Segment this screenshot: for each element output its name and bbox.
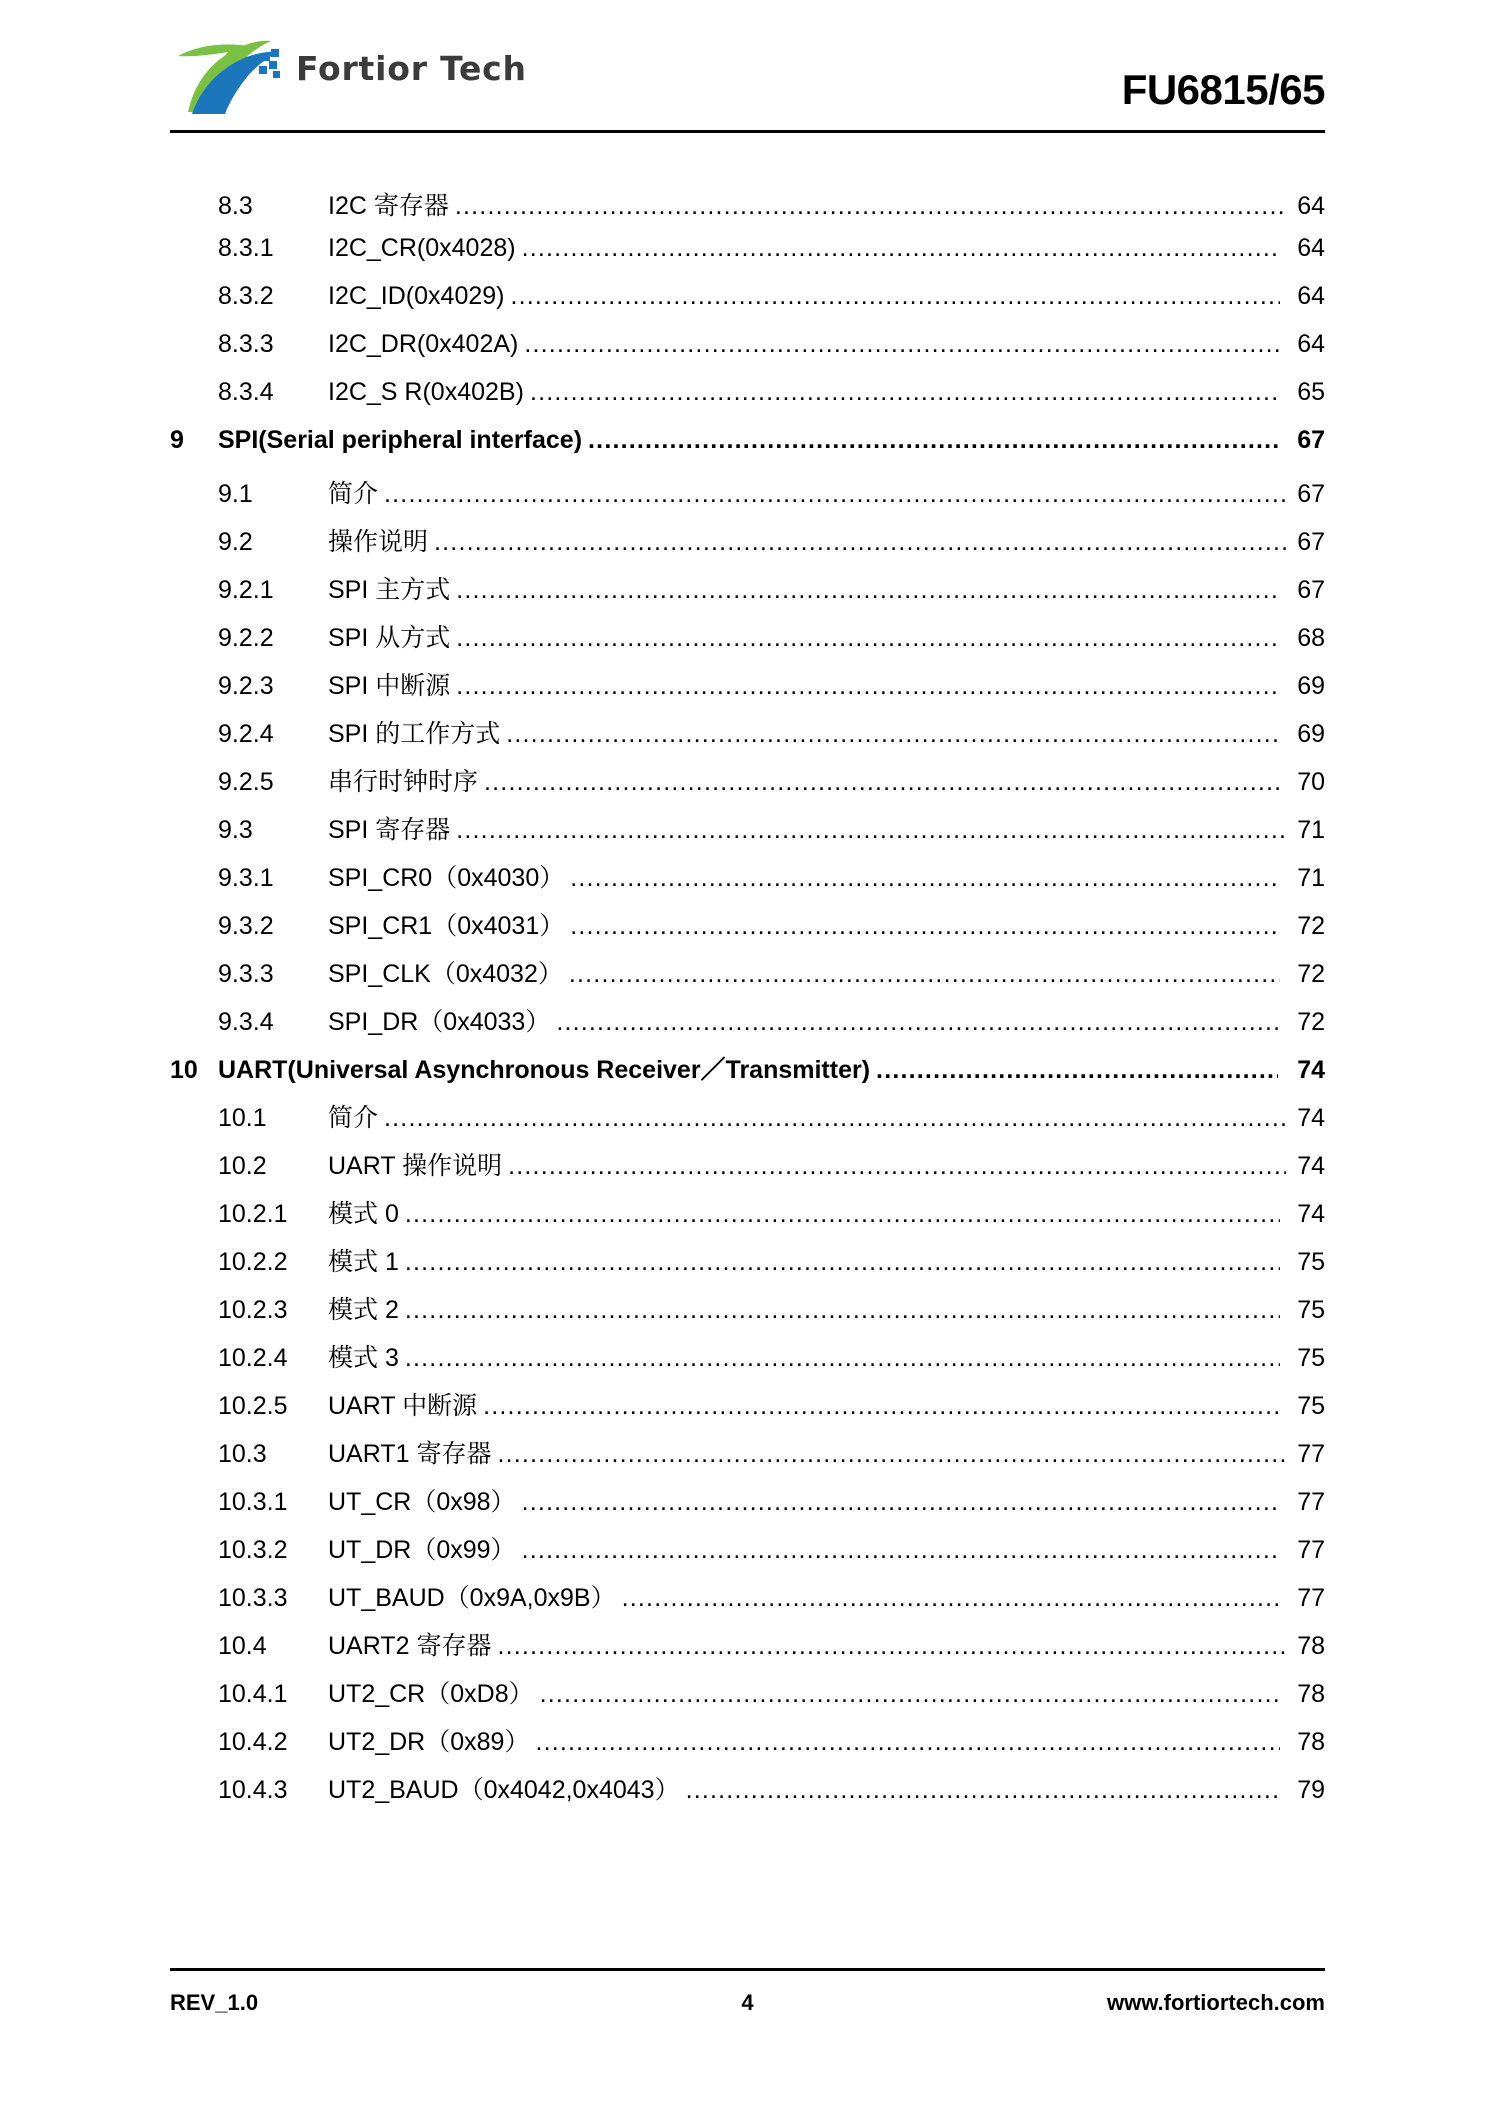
toc-entry-page: 75 [1297, 1296, 1325, 1324]
toc-entry[interactable] [170, 1674, 1325, 1722]
toc-entry-title: I2C_CR(0x4028) [328, 234, 516, 262]
toc-entry-number: 10.3.2 [218, 1536, 288, 1564]
toc-entry-page: 67 [1297, 576, 1325, 604]
toc-leader-dots [384, 482, 1286, 507]
toc-entry-page: 74 [1297, 1200, 1325, 1228]
toc-entry-page: 77 [1297, 1440, 1325, 1468]
toc-entry[interactable] [170, 1242, 1325, 1290]
toc-entry-title: UART(Universal Asynchronous Receiver／Transmitter) [218, 1056, 871, 1084]
toc-entry-title: 模式 2 [328, 1296, 399, 1324]
toc-entry-title: 简介 [328, 480, 379, 508]
toc-entry-page: 71 [1297, 864, 1325, 892]
toc-leader-dots [622, 1586, 1280, 1611]
toc-entry-title: 串行时钟时序 [328, 768, 479, 796]
toc-entry-title: I2C_ID(0x4029) [328, 282, 505, 310]
toc-entry-page: 75 [1297, 1344, 1325, 1372]
toc-leader-dots [522, 1538, 1280, 1563]
toc-entry[interactable] [170, 762, 1325, 810]
toc-entry[interactable] [170, 282, 1325, 330]
document-title: FU6815/65 [1121, 66, 1325, 113]
page-header [170, 18, 1325, 118]
toc-entry-number: 8.3.3 [218, 330, 274, 358]
toc-leader-dots [588, 428, 1278, 453]
toc-entry-title: UART1 寄存器 [328, 1440, 492, 1468]
toc-entry-number: 9.2 [218, 528, 253, 556]
toc-entry[interactable] [170, 1722, 1325, 1770]
toc-entry-number: 8.3.1 [218, 234, 274, 262]
brand-logo [170, 22, 527, 114]
toc-entry-title: SPI 从方式 [328, 624, 451, 652]
toc-entry[interactable] [170, 378, 1325, 426]
toc-entry-title: I2C_DR(0x402A) [328, 330, 519, 358]
toc-entry-page: 79 [1297, 1776, 1325, 1804]
toc-entry-number: 9.2.1 [218, 576, 274, 604]
toc-entry-title: 模式 1 [328, 1248, 399, 1276]
toc-leader-dots [434, 530, 1286, 555]
toc-entry-page: 64 [1297, 234, 1325, 262]
toc-entry[interactable] [170, 1146, 1325, 1194]
toc-entry-page: 74 [1297, 1056, 1325, 1084]
toc-entry-number: 8.3 [218, 192, 253, 220]
toc-entry-number: 9.3.4 [218, 1008, 274, 1036]
toc-leader-dots [508, 1154, 1286, 1179]
toc-entry[interactable] [170, 810, 1325, 858]
toc-entry-title: UT2_CR（0xD8） [328, 1680, 534, 1708]
toc-entry-number: 9.2.2 [218, 624, 274, 652]
toc-entry-page: 64 [1297, 192, 1325, 220]
toc-entry[interactable] [170, 1002, 1325, 1050]
toc-leader-dots [455, 194, 1286, 219]
toc-entry-page: 64 [1297, 330, 1325, 358]
toc-entry-number: 9.3.3 [218, 960, 274, 988]
toc-entry-page: 74 [1297, 1104, 1325, 1132]
toc-entry-page: 74 [1297, 1152, 1325, 1180]
toc-leader-dots [405, 1346, 1280, 1371]
toc-leader-dots [456, 674, 1280, 699]
toc-entry-title: UT2_BAUD（0x4042,0x4043） [328, 1776, 680, 1804]
toc-entry[interactable] [170, 1050, 1325, 1098]
toc-entry-page: 78 [1297, 1632, 1325, 1660]
toc-entry-page: 67 [1297, 528, 1325, 556]
toc-entry-number: 10.3.3 [218, 1584, 288, 1612]
toc-entry-title: SPI_CR0（0x4030） [328, 864, 565, 892]
toc-leader-dots [686, 1778, 1280, 1803]
toc-entry-title: UT_BAUD（0x9A,0x9B） [328, 1584, 616, 1612]
toc-entry-number: 9.2.5 [218, 768, 274, 796]
toc-entry-number: 10.2.4 [218, 1344, 288, 1372]
toc-leader-dots [497, 1634, 1286, 1659]
toc-leader-dots [535, 1730, 1280, 1755]
toc-leader-dots [569, 962, 1280, 987]
toc-leader-dots [405, 1298, 1280, 1323]
footer-divider [170, 1968, 1325, 1971]
toc-entry-page: 71 [1297, 816, 1325, 844]
toc-entry[interactable] [170, 1290, 1325, 1338]
toc-entry[interactable] [170, 1770, 1325, 1818]
table-of-contents [170, 186, 1325, 1818]
toc-leader-dots [510, 284, 1280, 309]
toc-entry-title: SPI 的工作方式 [328, 720, 501, 748]
toc-entry-number: 9.3 [218, 816, 253, 844]
toc-leader-dots [405, 1250, 1280, 1275]
toc-leader-dots [506, 722, 1280, 747]
toc-entry-page: 70 [1297, 768, 1325, 796]
toc-entry-title: SPI 主方式 [328, 576, 451, 604]
toc-leader-dots [456, 578, 1280, 603]
toc-entry[interactable] [170, 1626, 1325, 1674]
toc-entry[interactable] [170, 906, 1325, 954]
footer-revision: REV_1.0 [170, 1990, 259, 2015]
toc-entry[interactable] [170, 618, 1325, 666]
toc-entry-number: 10.2.2 [218, 1248, 288, 1276]
toc-entry[interactable] [170, 522, 1325, 570]
toc-entry-page: 75 [1297, 1248, 1325, 1276]
toc-entry-number: 9.1 [218, 480, 253, 508]
toc-leader-dots [556, 1010, 1280, 1035]
toc-entry-page: 77 [1297, 1536, 1325, 1564]
toc-entry-number: 10.2.1 [218, 1200, 288, 1228]
toc-leader-dots [876, 1058, 1278, 1083]
toc-entry-title: I2C_S R(0x402B) [328, 378, 524, 406]
toc-entry[interactable] [170, 426, 1325, 474]
toc-entry-page: 72 [1297, 960, 1325, 988]
toc-leader-dots [570, 914, 1280, 939]
toc-entry[interactable] [170, 570, 1325, 618]
toc-entry-page: 68 [1297, 624, 1325, 652]
toc-leader-dots [456, 626, 1280, 651]
toc-entry-title: SPI_CR1（0x4031） [328, 912, 565, 940]
toc-leader-dots [540, 1682, 1280, 1707]
toc-entry[interactable] [170, 666, 1325, 714]
toc-entry-page: 72 [1297, 912, 1325, 940]
toc-entry-number: 10.3.1 [218, 1488, 288, 1516]
toc-leader-dots [522, 1490, 1280, 1515]
toc-entry[interactable] [170, 1338, 1325, 1386]
page-footer [170, 1990, 1325, 2030]
toc-entry-number: 10.4.1 [218, 1680, 288, 1708]
toc-leader-dots [484, 770, 1280, 795]
toc-entry-title: UART2 寄存器 [328, 1632, 492, 1660]
brand-name: Fortior Tech [296, 48, 527, 88]
toc-leader-dots [530, 380, 1280, 405]
toc-entry-title: I2C 寄存器 [328, 192, 449, 220]
toc-entry-number: 10.4.2 [218, 1728, 288, 1756]
toc-entry-title: 模式 3 [328, 1344, 399, 1372]
toc-entry[interactable] [170, 186, 1325, 234]
toc-entry-number: 10.2.3 [218, 1296, 288, 1324]
toc-entry-number: 8.3.2 [218, 282, 274, 310]
toc-leader-dots [522, 236, 1280, 261]
toc-leader-dots [497, 1442, 1286, 1467]
toc-entry[interactable] [170, 954, 1325, 1002]
toc-leader-dots [483, 1394, 1280, 1419]
toc-entry-title: UT_CR（0x98） [328, 1488, 516, 1516]
toc-entry[interactable] [170, 1434, 1325, 1482]
toc-entry-title: 操作说明 [328, 528, 429, 556]
toc-entry-number: 9.2.4 [218, 720, 274, 748]
toc-entry[interactable] [170, 474, 1325, 522]
toc-entry-title: UART 中断源 [328, 1392, 478, 1420]
toc-entry-number: 10.4.3 [218, 1776, 288, 1804]
footer-page-number: 4 [741, 1990, 754, 2015]
toc-entry-page: 72 [1297, 1008, 1325, 1036]
toc-entry-title: UART 操作说明 [328, 1152, 503, 1180]
toc-entry[interactable] [170, 714, 1325, 762]
toc-entry-number: 9.3.1 [218, 864, 274, 892]
toc-entry-title: SPI_CLK（0x4032） [328, 960, 563, 988]
toc-entry-page: 75 [1297, 1392, 1325, 1420]
toc-entry-number: 10.3 [218, 1440, 267, 1468]
toc-entry-number: 8.3.4 [218, 378, 274, 406]
toc-entry-title: 模式 0 [328, 1200, 399, 1228]
toc-entry-page: 67 [1297, 480, 1325, 508]
toc-entry-page: 69 [1297, 672, 1325, 700]
toc-leader-dots [405, 1202, 1280, 1227]
toc-entry[interactable] [170, 1194, 1325, 1242]
toc-entry-page: 64 [1297, 282, 1325, 310]
toc-entry-page: 78 [1297, 1680, 1325, 1708]
toc-entry-page: 65 [1297, 378, 1325, 406]
toc-entry-number: 9.3.2 [218, 912, 274, 940]
toc-entry-number: 9.2.3 [218, 672, 274, 700]
header-divider [170, 130, 1325, 133]
toc-entry[interactable] [170, 1578, 1325, 1626]
toc-leader-dots [384, 1106, 1286, 1131]
footer-website: www.fortiortech.com [1107, 1990, 1325, 2015]
toc-entry-title: UT2_DR（0x89） [328, 1728, 530, 1756]
toc-entry[interactable] [170, 1386, 1325, 1434]
toc-entry-title: SPI 寄存器 [328, 816, 451, 844]
fortior-leaf-logo-icon [170, 22, 282, 114]
toc-entry-page: 77 [1297, 1584, 1325, 1612]
toc-entry-number: 10 [170, 1056, 198, 1084]
toc-entry[interactable] [170, 330, 1325, 378]
toc-entry-number: 10.2 [218, 1152, 267, 1180]
toc-entry-page: 67 [1297, 426, 1325, 454]
toc-entry-title: SPI_DR（0x4033） [328, 1008, 551, 1036]
toc-entry[interactable] [170, 858, 1325, 906]
toc-entry-number: 10.2.5 [218, 1392, 288, 1420]
toc-entry-number: 10.4 [218, 1632, 267, 1660]
toc-entry-page: 69 [1297, 720, 1325, 748]
toc-leader-dots [456, 818, 1286, 843]
toc-entry-page: 77 [1297, 1488, 1325, 1516]
toc-leader-dots [524, 332, 1280, 357]
toc-entry[interactable] [170, 1530, 1325, 1578]
toc-entry[interactable] [170, 1482, 1325, 1530]
toc-entry-number: 9 [170, 426, 184, 454]
toc-entry-title: SPI(Serial peripheral interface) [218, 426, 583, 454]
toc-entry-number: 10.1 [218, 1104, 267, 1132]
toc-entry-page: 78 [1297, 1728, 1325, 1756]
toc-entry-title: SPI 中断源 [328, 672, 451, 700]
toc-entry[interactable] [170, 1098, 1325, 1146]
toc-entry[interactable] [170, 234, 1325, 282]
toc-entry-title: UT_DR（0x99） [328, 1536, 516, 1564]
toc-leader-dots [570, 866, 1280, 891]
toc-entry-title: 简介 [328, 1104, 379, 1132]
